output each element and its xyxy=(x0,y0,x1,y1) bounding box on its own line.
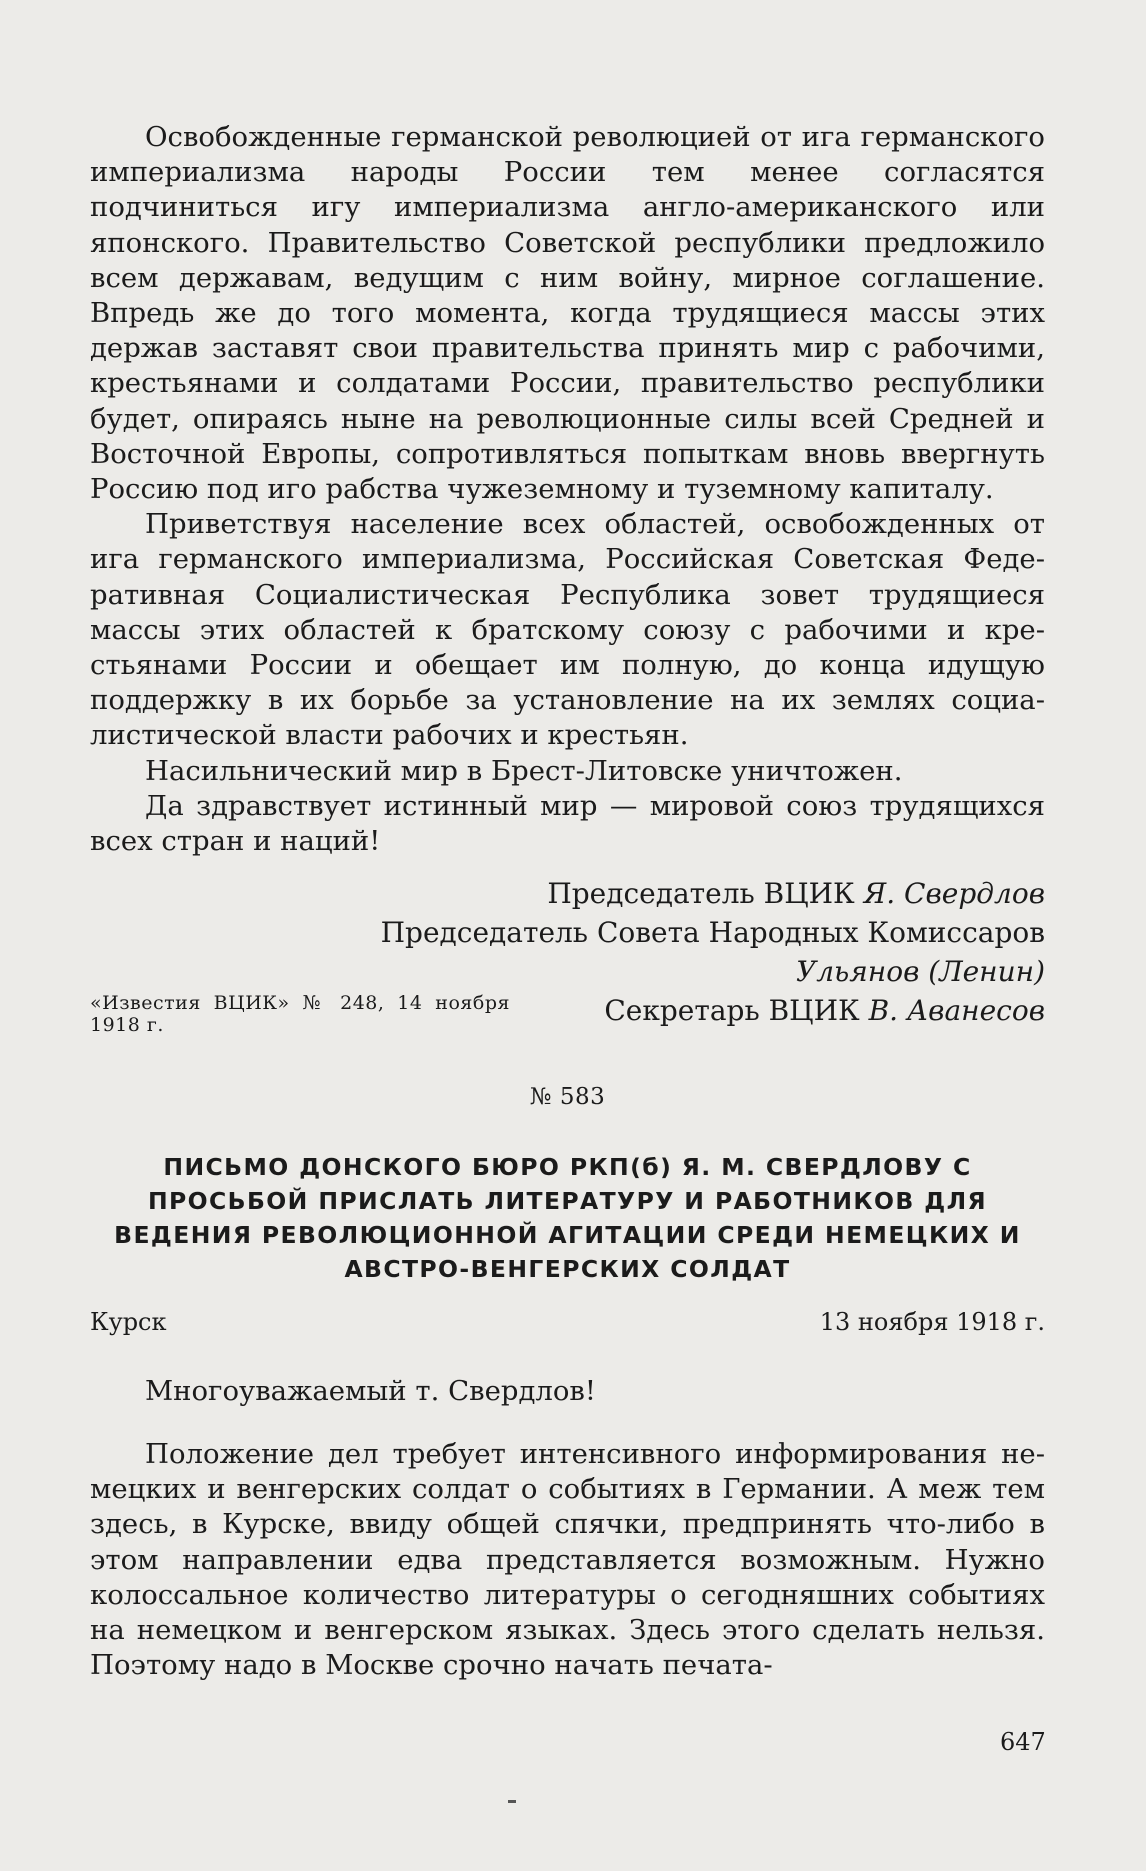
signature-name: Я. Свердлов xyxy=(863,877,1045,911)
print-mark xyxy=(508,1800,516,1803)
page-number: 647 xyxy=(1000,1728,1046,1756)
document-place: Курск xyxy=(90,1308,167,1337)
document-date: 13 ноября 1918 г. xyxy=(819,1308,1045,1337)
signature-title: Секретарь ВЦИК xyxy=(604,994,860,1028)
signature-name: Ульянов (Ленин) xyxy=(795,955,1045,989)
source-note: «Известия ВЦИК» № 248, 14 ноября 1918 г. xyxy=(90,992,510,1037)
document-title: ПИСЬМО ДОНСКОГО БЮРО РКП(б) Я. М. СВЕРДЛОВУ С ПРОСЬБОЙ ПРИСЛАТЬ ЛИТЕРАТУРУ И РАБОТНИКОВ ДЛЯ ВЕДЕНИЯ РЕВОЛЮЦИОННОЙ АГИТАЦИИ СРЕДИ НЕМЕЦКИХ И АВСТРО-ВЕНГЕРСКИХ СОЛДАТ xyxy=(114,1153,1021,1284)
letter-salutation: Многоуважаемый т. Свердлов! xyxy=(145,1375,596,1408)
body-paragraph: Насильнический мир в Брест-Литовске уничтожен. xyxy=(145,754,903,787)
place-date-row xyxy=(90,1308,1045,1336)
signature-vtsik-chair xyxy=(90,874,1045,913)
signature-title: Председатель ВЦИК xyxy=(547,877,855,911)
body-paragraph: Освобожденные германской революцией от ига германского империализма народы России тем менее согласятся подчиниться игу империализма англо-американского или японского. Правительство Советской республики предложило всем державам, ведущим с ним войну, мирное соглашение. Впредь же до того момента, когда трудящиеся массы этих держав заставят свои правительства принять мир с рабочими, крестьянами и солдатами России, правительство республики будет, опираясь ныне на революционные силы всей Средней и Восточной Европы, сопротивляться попыткам вновь ввергнуть Россию под иго рабства чужеземному и туземному капиталу. xyxy=(90,121,1045,506)
document-number: № 583 xyxy=(529,1084,606,1111)
letter-paragraph: Положение дел требует интенсивного информирования немецких и венгерских солдат о событиях в Германии. А меж тем здесь, в Курске, ввиду общей спячки, предпринять что-либо в этом направлении едва представляется возможным. Нужно колоссальное количество литературы о сегодняшних событиях на немецком и венгерском языках. Здесь этого сделать нельзя. Поэтому надо в Москве срочно начать печата- xyxy=(90,1437,1045,1682)
page-content xyxy=(90,120,1045,1683)
signature-name: В. Аванесов xyxy=(868,994,1045,1028)
body-paragraph: Приветствуя население всех областей, освобожденных от ига германского империализма, Российская Советская Федеративная Социалистическая Республика зовет трудящиеся массы этих областей к братскому союзу с рабочими и крестьянами России и обещает им полную, до конца идущую поддержку в их борьбе за установление на их землях социалистической власти рабочих и крестьян. xyxy=(90,508,1045,752)
signature-title: Председатель Совета Народных Комиссаров xyxy=(380,916,1045,950)
body-paragraph: Да здравствует истинный мир — мировой союз трудящихся всех стран и наций! xyxy=(90,789,1045,858)
